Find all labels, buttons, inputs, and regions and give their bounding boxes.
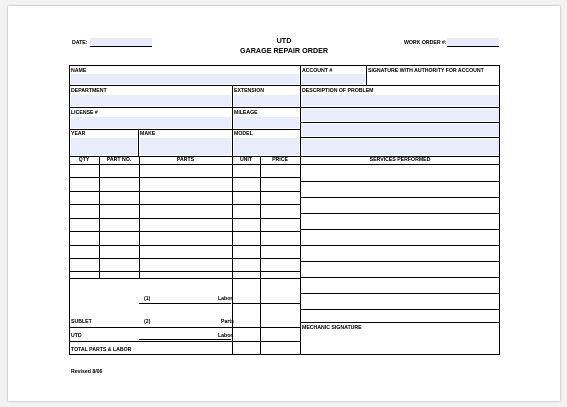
description-field-4[interactable] bbox=[302, 139, 499, 155]
description-line-1 bbox=[300, 107, 500, 108]
divider-h-row1 bbox=[69, 85, 500, 86]
year-field[interactable] bbox=[71, 138, 137, 155]
col-divider-partno bbox=[139, 156, 140, 278]
license-field[interactable] bbox=[71, 117, 231, 128]
labor-marker-2: (2) bbox=[144, 319, 151, 325]
name-label: NAME bbox=[71, 68, 87, 74]
table-row bbox=[69, 278, 300, 279]
col-header-parts: PARTS bbox=[176, 157, 195, 163]
description-line-3 bbox=[300, 137, 500, 138]
col-divider-price bbox=[300, 156, 301, 355]
date-underline bbox=[90, 46, 152, 47]
labor-marker-1: (1) bbox=[144, 296, 151, 302]
col-divider-unit bbox=[260, 156, 261, 355]
total-parts-labor-label: TOTAL PARTS & LABOR bbox=[71, 347, 132, 353]
services-row bbox=[300, 261, 500, 262]
labor-label-1: Labor bbox=[218, 296, 233, 302]
model-field[interactable] bbox=[234, 138, 299, 155]
totals-row-2 bbox=[69, 327, 300, 328]
divider-v-signature bbox=[366, 65, 367, 85]
utd-label: UTD bbox=[71, 333, 82, 339]
form-page bbox=[8, 6, 560, 401]
services-row bbox=[300, 213, 500, 214]
work-order-field[interactable] bbox=[447, 38, 499, 46]
description-field-2[interactable] bbox=[302, 109, 499, 121]
date-label: DATE: bbox=[72, 40, 88, 46]
model-label: MODEL bbox=[234, 131, 253, 137]
labor-label-2: Labor bbox=[218, 333, 233, 339]
divider-h-row3 bbox=[69, 129, 300, 130]
revised-note: Revised 8/06 bbox=[71, 369, 103, 375]
description-field-3[interactable] bbox=[302, 124, 499, 136]
date-field[interactable] bbox=[90, 38, 152, 46]
description-field-1[interactable] bbox=[302, 95, 499, 106]
col-header-price: PRICE bbox=[272, 157, 288, 163]
work-order-underline bbox=[447, 46, 499, 47]
col-header-part-no: PART NO. bbox=[106, 157, 132, 163]
services-row bbox=[300, 229, 500, 230]
table-row bbox=[69, 271, 300, 272]
services-row bbox=[300, 309, 500, 310]
mechanic-signature-label: MECHANIC SIGNATURE bbox=[302, 325, 362, 331]
col-divider-parts bbox=[232, 156, 233, 355]
description-label: DESCRIPTION OF PROBLEM bbox=[302, 88, 374, 94]
col-header-qty: QTY bbox=[78, 157, 90, 163]
divider-h-row2 bbox=[69, 107, 300, 108]
description-line-2 bbox=[300, 122, 500, 123]
work-order-label: WORK ORDER #: bbox=[404, 40, 447, 46]
services-row bbox=[300, 293, 500, 294]
divider-v-extension bbox=[232, 85, 233, 156]
table-row bbox=[69, 231, 300, 232]
col-divider-qty bbox=[99, 156, 100, 278]
table-row bbox=[69, 204, 300, 205]
make-field[interactable] bbox=[140, 138, 231, 155]
name-field[interactable] bbox=[71, 74, 299, 84]
sublet-label: SUBLET bbox=[71, 319, 92, 325]
totals-row-1 bbox=[232, 303, 300, 304]
table-row bbox=[69, 258, 300, 259]
table-row bbox=[69, 245, 300, 246]
parts-label: Parts bbox=[221, 319, 234, 325]
license-label: LICENSE # bbox=[71, 110, 98, 116]
totals-row-3 bbox=[69, 341, 300, 342]
account-label: ACCOUNT # bbox=[302, 68, 333, 74]
form-title: UTD bbox=[276, 36, 292, 45]
extension-label: EXTENSION bbox=[234, 88, 264, 94]
account-field[interactable] bbox=[302, 74, 365, 84]
department-label: DEPARTMENT bbox=[71, 88, 107, 94]
table-header-line bbox=[69, 164, 500, 165]
mileage-label: MILEAGE bbox=[234, 110, 258, 116]
services-row bbox=[300, 277, 500, 278]
services-row bbox=[300, 181, 500, 182]
table-row bbox=[69, 177, 300, 178]
form-subtitle: GARAGE REPAIR ORDER bbox=[239, 46, 329, 55]
col-header-unit: UNIT bbox=[239, 157, 253, 163]
year-label: YEAR bbox=[71, 131, 86, 137]
extension-field[interactable] bbox=[234, 95, 299, 106]
labor-underline-1 bbox=[139, 303, 231, 304]
services-row bbox=[300, 197, 500, 198]
col-header-services: SERVICES PERFORMED bbox=[369, 157, 431, 163]
table-row bbox=[69, 191, 300, 192]
divider-v-account bbox=[300, 65, 301, 156]
department-field[interactable] bbox=[71, 95, 231, 106]
mileage-field[interactable] bbox=[234, 117, 299, 128]
services-row bbox=[300, 245, 500, 246]
table-row bbox=[69, 218, 300, 219]
make-label: MAKE bbox=[140, 131, 156, 137]
services-row bbox=[300, 322, 500, 323]
divider-v-make bbox=[138, 129, 139, 156]
labor-underline-2 bbox=[139, 339, 231, 340]
signature-authority-label: SIGNATURE WITH AUTHORITY FOR ACCOUNT bbox=[368, 68, 484, 74]
